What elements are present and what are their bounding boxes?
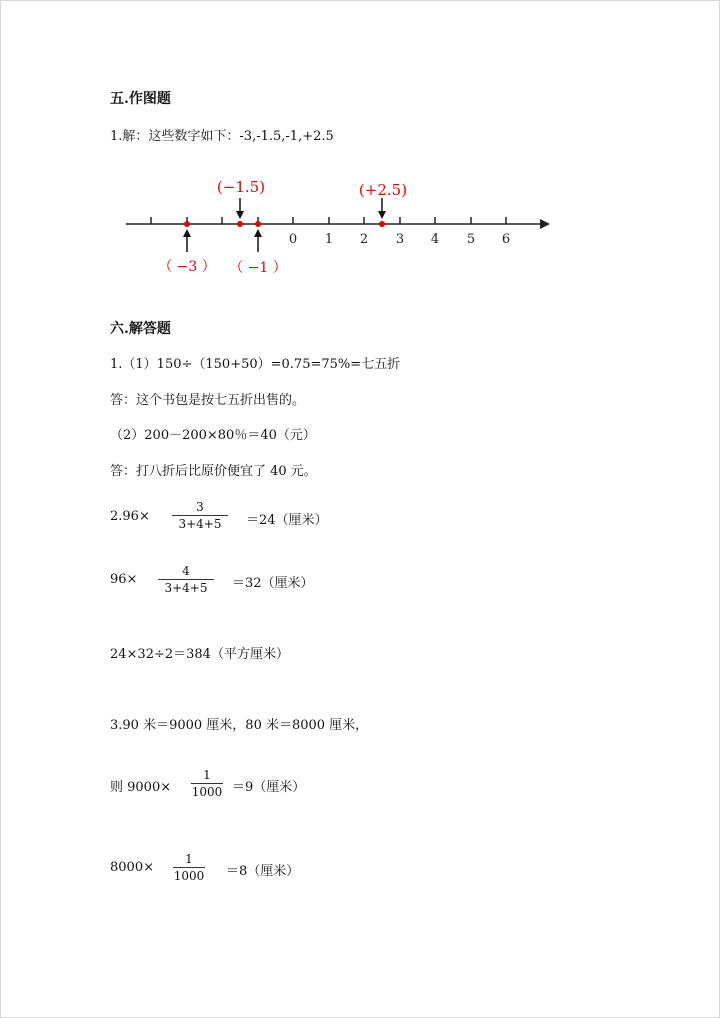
point-minus-1 (255, 221, 261, 227)
q3-line3-result: ＝8（厘米） (226, 864, 300, 879)
tick-label-2: 2 (359, 232, 369, 247)
label-minus-1: （ −1 ） (229, 260, 287, 276)
fraction-numerator: 1 (203, 768, 211, 782)
q1-part1: 1.（1）150÷（150+50）=0.75=75%=七五折 (110, 357, 401, 372)
q3-line2-result: ＝9（厘米） (232, 780, 306, 795)
label-plus-2-5: (+2.5) (358, 181, 408, 199)
fraction (173, 852, 205, 883)
q2-line1-result: ＝24（厘米） (246, 513, 328, 528)
tick-label-0: 0 (288, 232, 298, 247)
section-6-heading: 六.解答题 (110, 321, 171, 337)
fraction-numerator: 3 (196, 500, 204, 514)
q1-part2: （2）200－200×80％＝40（元） (110, 428, 316, 443)
fraction-numerator: 4 (182, 564, 190, 578)
number-line (0, 0, 720, 300)
q1-answer1: 答：这个书包是按七五折出售的。 (110, 393, 306, 408)
q3-line1: 3.90 米＝9000 厘米，80 米＝8000 厘米， (110, 718, 369, 733)
fraction (158, 564, 214, 595)
label-minus-1-5: (−1.5) (216, 178, 266, 196)
ticks (151, 217, 506, 224)
tick-label-5: 5 (466, 232, 476, 247)
q2-line2-result: ＝32（厘米） (232, 576, 314, 591)
section-5-heading: 五.作图题 (110, 91, 171, 107)
tick-label-6: 6 (501, 232, 511, 247)
arrow-up-icon (183, 229, 191, 237)
fraction-numerator: 1 (185, 852, 193, 866)
tick-label-3: 3 (395, 232, 405, 247)
fraction-denominator: 1000 (191, 785, 223, 799)
tick-label-1: 1 (324, 232, 334, 247)
arrow-down-icon (236, 211, 244, 219)
q3-line2-prefix: 则 9000× (110, 780, 172, 795)
label-minus-3: （ −3 ） (158, 259, 216, 275)
fraction (172, 500, 228, 531)
fraction (191, 768, 223, 799)
arrow-down-icon (378, 211, 386, 219)
q1-answer2: 答：打八折后比原价便宜了 40 元。 (110, 464, 317, 479)
q3-line3-prefix: 8000× (110, 860, 154, 875)
tick-label-4: 4 (430, 232, 440, 247)
q2-line1-prefix: 2.96× (110, 509, 150, 524)
fraction-denominator: 3+4+5 (178, 517, 222, 531)
point-minus-1-5 (237, 221, 243, 227)
point-plus-2-5 (379, 221, 385, 227)
axis-arrow-icon (540, 219, 550, 229)
q2-line3: 24×32÷2＝384（平方厘米） (110, 647, 289, 662)
point-minus-3 (184, 221, 190, 227)
q2-line2-prefix: 96× (110, 572, 138, 587)
fraction-denominator: 1000 (173, 869, 205, 883)
fraction-denominator: 3+4+5 (164, 581, 208, 595)
arrow-up-icon (254, 229, 262, 237)
q1-answer-intro: 1.解：这些数字如下：-3,-1.5,-1,+2.5 (110, 129, 334, 144)
